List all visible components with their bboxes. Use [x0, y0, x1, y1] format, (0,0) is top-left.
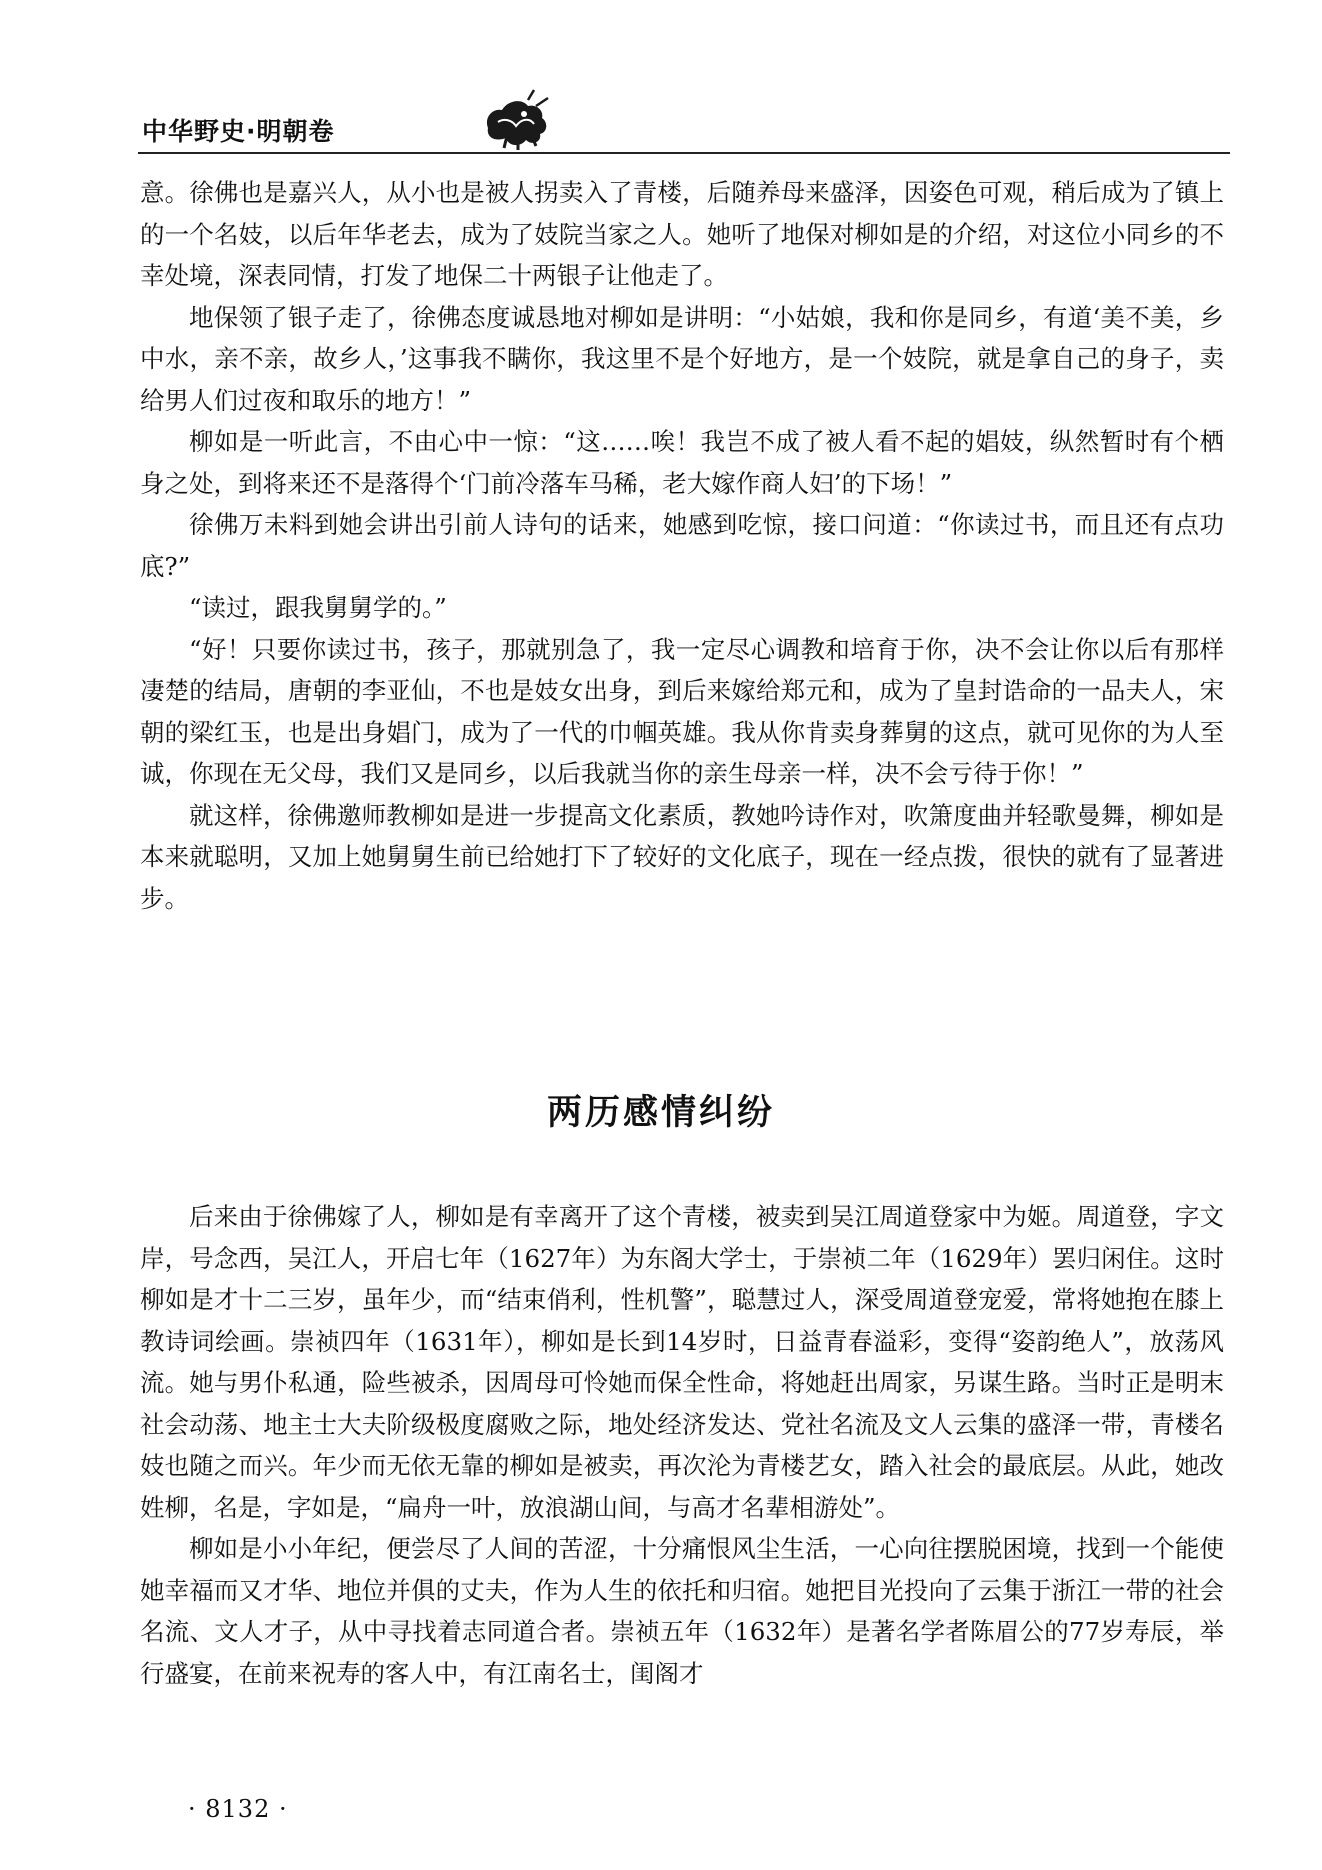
paragraph: “读过，跟我舅舅学的。” — [189, 593, 447, 622]
section-title: 两历感情纠纷 — [546, 1093, 775, 1133]
body-text-part2 — [140, 1196, 1224, 1694]
book-title: 中华野史·明朝卷 — [142, 117, 335, 146]
paragraph: 意。徐佛也是嘉兴人，从小也是被人拐卖入了青楼，后随养母来盛泽，因姿色可观，稍后成为了镇上的一个名妓，以后年华老去，成为了妓院当家之人。她听了地保对柳如是的介绍，对这位小同乡的不幸处境，深表同情，打发了地保二十两银子让他走了。 — [140, 178, 1224, 290]
paragraph: “好！只要你读过书，孩子，那就别急了，我一定尽心调教和培育于你，决不会让你以后有那样凄楚的结局，唐朝的李亚仙，不也是妓女出身，到后来嫁给郑元和，成为了皇封诰命的一品夫人，宋朝的梁红玉，也是出身娼门，成为了一代的巾帼英雄。我从你肯卖身葬舅的这点，就可见你的为人至诚，你现在无父母，我们又是同乡，以后我就当你的亲生母亲一样，决不会亏待于你！” — [140, 634, 1224, 788]
paragraph: 地保领了银子走了，徐佛态度诚恳地对柳如是讲明：“小姑娘，我和你是同乡，有道‘美不美，乡中水，亲不亲，故乡人，’这事我不瞒你，我这里不是个好地方，是一个妓院，就是拿自己的身子，卖给男人们过夜和取乐的地方！” — [140, 302, 1224, 415]
header-rule — [138, 152, 1230, 154]
page-number: · 8132 · — [188, 1795, 288, 1823]
dragon-emblem-icon — [478, 88, 556, 154]
paragraph: 就这样，徐佛邀师教柳如是进一步提高文化素质，教她吟诗作对，吹箫度曲并轻歌曼舞，柳如是本来就聪明，又加上她舅舅生前已给她打下了较好的文化底子，现在一经点拨，很快的就有了显著进步。 — [140, 800, 1224, 913]
paragraph: 徐佛万未料到她会讲出引前人诗句的话来，她感到吃惊，接口问道：“你读过书，而且还有点功底?” — [140, 510, 1224, 581]
paragraph: 柳如是一听此言，不由心中一惊：“这……唉！我岂不成了被人看不起的娼妓，纵然暂时有个栖身之处，到将来还不是落得个‘门前冷落车马稀，老大嫁作商人妇’的下场！” — [140, 427, 1224, 498]
page-header — [138, 88, 1238, 158]
paragraph: 柳如是小小年纪，便尝尽了人间的苦涩，十分痛恨风尘生活，一心向往摆脱困境，找到一个能使她幸福而又才华、地位并俱的丈夫，作为人生的依托和归宿。她把目光投向了云集于浙江一带的社会名流、文人才子，从中寻找着志同道合者。崇祯五年（1632年）是著名学者陈眉公的77岁寿辰，举行盛宴，在前来祝寿的客人中，有江南名士，闺阁才 — [140, 1534, 1224, 1688]
paragraph: 后来由于徐佛嫁了人，柳如是有幸离开了这个青楼，被卖到吴江周道登家中为姬。周道登，字文岸，号念西，吴江人，开启七年（1627年）为东阁大学士，于崇祯二年（1629年）罢归闲住。这时柳如是才十二三岁，虽年少，而“结束俏利，性机警”，聪慧过人，深受周道登宠爱，常将她抱在膝上教诗词绘画。崇祯四年（1631年），柳如是长到14岁时，日益青春溢彩，变得“姿韵绝人”，放荡风流。她与男仆私通，险些被杀，因周母可怜她而保全性命，将她赶出周家，另谋生路。当时正是明末社会动荡、地主士大夫阶级极度腐败之际，地处经济发达、党社名流及文人云集的盛泽一带，青楼名妓也随之而兴。年少而无依无靠的柳如是被卖，再次沦为青楼艺女，踏入社会的最底层。从此，她改姓柳，名是，字如是，“扁舟一叶，放浪湖山间，与高才名辈相游处”。 — [140, 1202, 1224, 1522]
body-text-part1 — [140, 172, 1224, 919]
